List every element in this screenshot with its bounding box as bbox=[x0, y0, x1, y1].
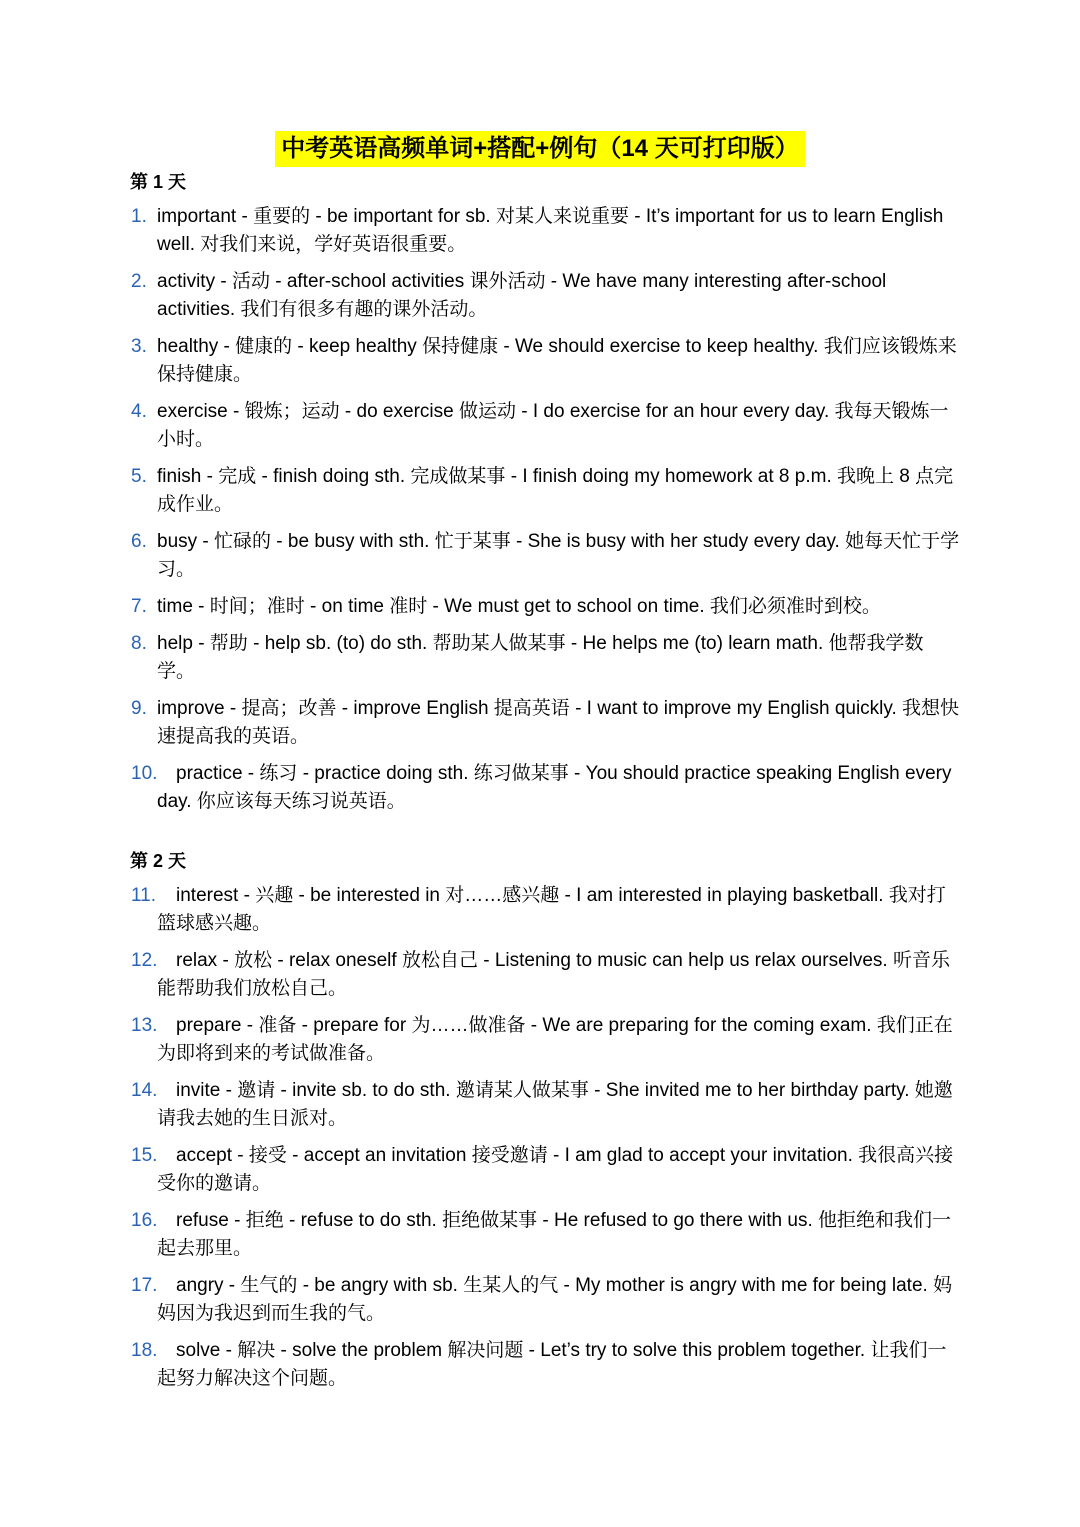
item-number: 14. bbox=[131, 1080, 158, 1101]
item-text: activity - 活动 - after-school activities 课外活动 - We have many interesting after-school activities. 我们有很多有趣的课外活动。 bbox=[157, 271, 887, 320]
list-item bbox=[130, 1077, 960, 1133]
item-text: help - 帮助 - help sb. (to) do sth. 帮助某人做某事 - He helps me (to) learn math. 他帮我学数学。 bbox=[157, 633, 924, 682]
day-heading: 第 2 天 bbox=[130, 851, 187, 871]
list-item bbox=[130, 695, 960, 751]
item-number: 15. bbox=[131, 1145, 158, 1166]
item-number: 17. bbox=[131, 1275, 158, 1296]
item-text: time - 时间；准时 - on time 准时 - We must get to school on time. 我们必须准时到校。 bbox=[157, 596, 881, 617]
item-number: 2. bbox=[131, 271, 147, 292]
list-item bbox=[130, 630, 960, 686]
day-section-2 bbox=[130, 848, 960, 1402]
list-item bbox=[130, 882, 960, 938]
item-number: 10. bbox=[131, 763, 158, 784]
list-item bbox=[130, 528, 960, 584]
list-item bbox=[130, 760, 960, 816]
item-number: 7. bbox=[131, 596, 147, 617]
item-text: prepare - 准备 - prepare for 为……做准备 - We are preparing for the coming exam. 我们正在为即将到来的考试做准备。 bbox=[157, 1015, 953, 1064]
item-text: exercise - 锻炼；运动 - do exercise 做运动 - I do exercise for an hour every day. 我每天锻炼一小时。 bbox=[157, 401, 949, 450]
list-item bbox=[130, 333, 960, 389]
list-item bbox=[130, 398, 960, 454]
list-item bbox=[130, 463, 960, 519]
item-text: solve - 解决 - solve the problem 解决问题 - Let’s try to solve this problem together. 让我们一起努力解决这个问题。 bbox=[157, 1340, 947, 1389]
item-number: 4. bbox=[131, 401, 147, 422]
list-item bbox=[130, 1337, 960, 1393]
list-item bbox=[130, 1012, 960, 1068]
document-title: 中考英语高频单词+搭配+例句（14 天可打印版） bbox=[275, 131, 804, 167]
item-number: 11. bbox=[131, 885, 157, 906]
item-text: accept - 接受 - accept an invitation 接受邀请 - I am glad to accept your invitation. 我很高兴接受你的邀请。 bbox=[157, 1145, 954, 1194]
item-number: 18. bbox=[131, 1340, 158, 1361]
list-item bbox=[130, 1207, 960, 1263]
vocab-list bbox=[130, 882, 960, 1393]
item-number: 6. bbox=[131, 531, 147, 552]
item-text: interest - 兴趣 - be interested in 对……感兴趣 - I am interested in playing basketball. 我对打篮球感兴趣。 bbox=[157, 885, 946, 934]
list-item bbox=[130, 1142, 960, 1198]
title-container bbox=[0, 131, 1080, 167]
item-number: 12. bbox=[131, 950, 158, 971]
item-text: practice - 练习 - practice doing sth. 练习做某事 - You should practice speaking English every day. 你应该每天练习说英语。 bbox=[157, 763, 952, 812]
list-item bbox=[130, 1272, 960, 1328]
vocab-list bbox=[130, 203, 960, 816]
item-number: 3. bbox=[131, 336, 147, 357]
list-item bbox=[130, 593, 960, 621]
item-number: 5. bbox=[131, 466, 147, 487]
list-item bbox=[130, 268, 960, 324]
day-heading: 第 1 天 bbox=[130, 172, 187, 192]
item-number: 16. bbox=[131, 1210, 158, 1231]
day-section-1 bbox=[130, 169, 960, 825]
item-text: busy - 忙碌的 - be busy with sth. 忙于某事 - She is busy with her study every day. 她每天忙于学习。 bbox=[157, 531, 960, 580]
list-item bbox=[130, 203, 960, 259]
item-text: important - 重要的 - be important for sb. 对某人来说重要 - It’s important for us to learn English well. 对我们来说，学好英语很重要。 bbox=[157, 206, 944, 255]
item-number: 9. bbox=[131, 698, 147, 719]
item-text: refuse - 拒绝 - refuse to do sth. 拒绝做某事 - He refused to go there with us. 他拒绝和我们一起去那里。 bbox=[157, 1210, 952, 1259]
item-text: finish - 完成 - finish doing sth. 完成做某事 - I finish doing my homework at 8 p.m. 我晚上 8 点完成作业。 bbox=[157, 466, 954, 515]
item-text: invite - 邀请 - invite sb. to do sth. 邀请某人做某事 - She invited me to her birthday party. 她邀请我去她的生日派对。 bbox=[157, 1080, 953, 1129]
item-text: angry - 生气的 - be angry with sb. 生某人的气 - My mother is angry with me for being late. 妈妈因为我迟到而生我的气。 bbox=[157, 1275, 953, 1324]
item-number: 8. bbox=[131, 633, 147, 654]
item-text: relax - 放松 - relax oneself 放松自己 - Listening to music can help us relax ourselves. 听音乐能帮助我们放松自己。 bbox=[157, 950, 950, 999]
item-number: 1. bbox=[131, 206, 147, 227]
item-text: improve - 提高；改善 - improve English 提高英语 - I want to improve my English quickly. 我想快速提高我的英语。 bbox=[157, 698, 960, 747]
list-item bbox=[130, 947, 960, 1003]
item-number: 13. bbox=[131, 1015, 158, 1036]
item-text: healthy - 健康的 - keep healthy 保持健康 - We should exercise to keep healthy. 我们应该锻炼来保持健康。 bbox=[157, 336, 957, 385]
